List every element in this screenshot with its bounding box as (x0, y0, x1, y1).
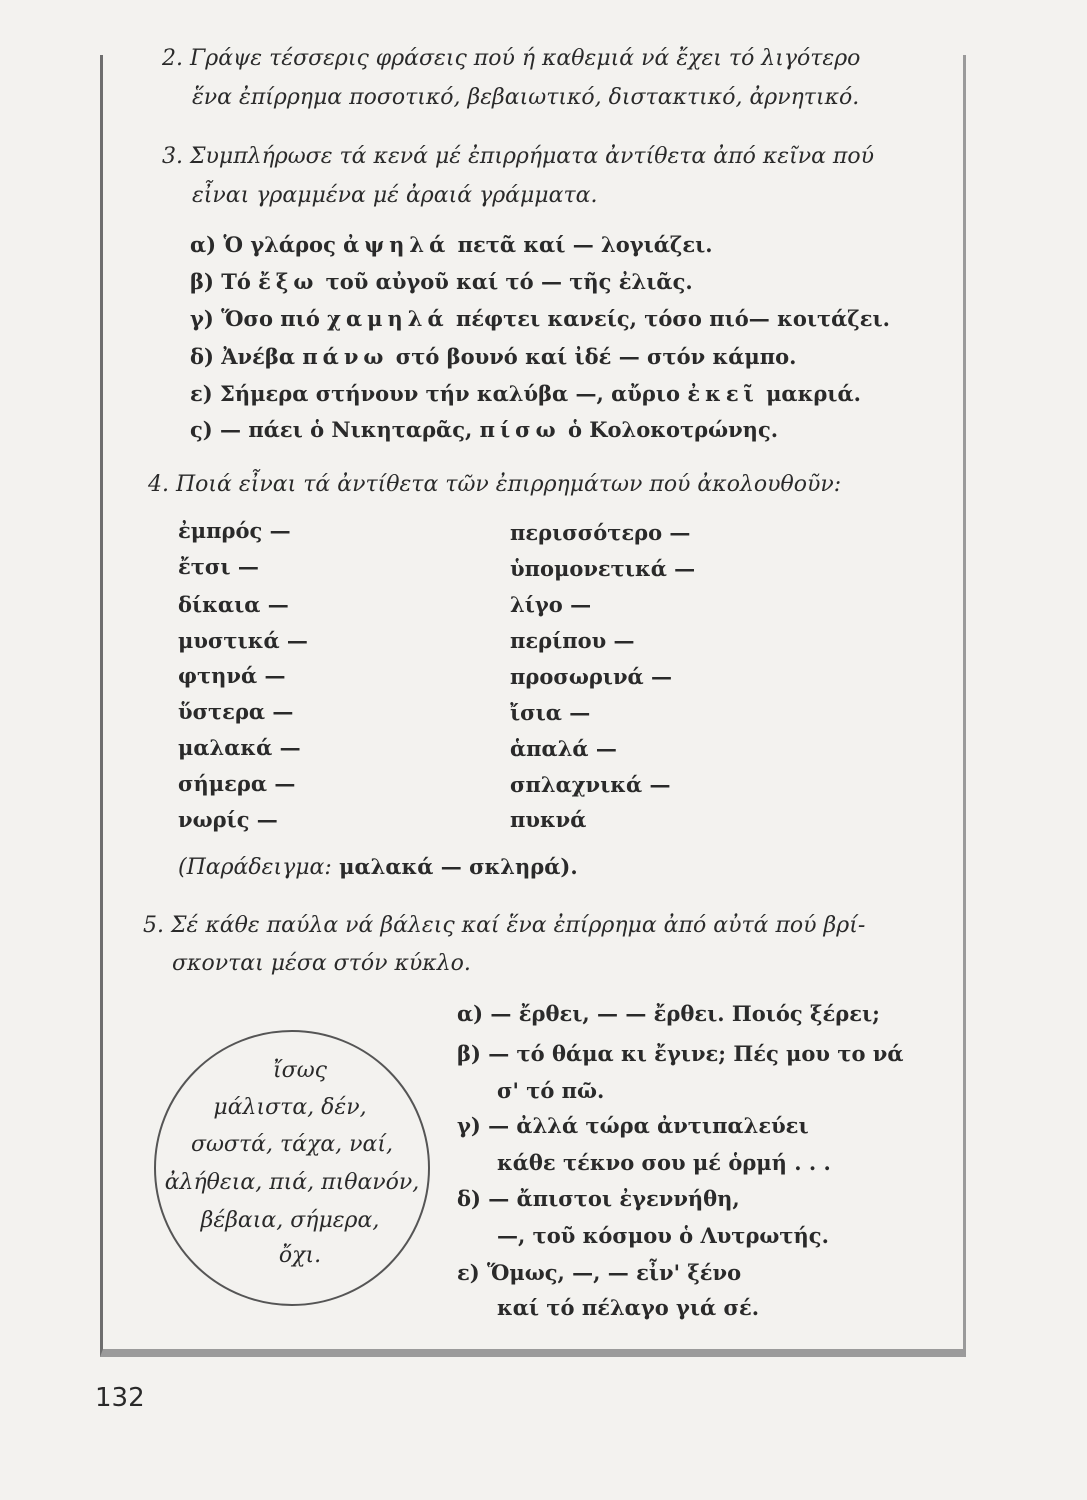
exercise-4-prompt: 4. Ποιά εἶναι τά ἀντίθετα τῶν ἐπιρρημάτων πού ἀκολουθοῦν: (148, 472, 842, 497)
exercise-4-example: (Παράδειγμα: μαλακά — σκληρά). (178, 854, 578, 880)
circle-word-line-5: βέβαια, σήμερα, (200, 1208, 380, 1233)
antonym-left-6: ὕστερα — (178, 699, 294, 724)
exercise-3-item-d: δ) Ἀνέβα πάνω στό βουνό καί ἰδέ — στόν κάμπο. (190, 344, 797, 369)
circle-word-line-1: ἴσως (273, 1058, 327, 1083)
antonym-right-6: ἴσια — (510, 700, 591, 725)
exercise-5-line-e-cont: καί τό πέλαγο γιά σέ. (497, 1295, 760, 1320)
exercise-5-line-c: γ) — ἀλλά τώρα ἀντιπαλεύει (457, 1113, 809, 1138)
page-number: 132 (95, 1383, 145, 1413)
circle-word-line-2: μάλιστα, δέν, (213, 1095, 367, 1120)
exercise-3-item-f: ς) — πάει ὁ Νικηταρᾶς, πίσω ὁ Κολοκοτρώνης. (190, 417, 779, 442)
exercise-3-item-e: ε) Σήμερα στήνουν τήν καλύβα —, αὔριο ἐκεῖ μακριά. (190, 381, 861, 406)
exercise-3-item-a: α) Ὁ γλάρος ἀψηλά πετᾶ καί — λογιάζει. (190, 232, 713, 257)
antonym-left-9: νωρίς — (178, 807, 278, 832)
antonym-right-1: περισσότερο — (510, 520, 691, 545)
antonym-right-9: πυκνά (510, 807, 587, 832)
antonym-left-3: δίκαια — (178, 592, 289, 617)
antonym-left-1: ἐμπρός — (178, 518, 291, 543)
exercise-5-line-c-cont: κάθε τέκνο σου μέ ὁρμή . . . (497, 1150, 831, 1175)
exercise-2-line-1: 2. Γράψε τέσσερις φράσεις πού ή καθεμιά νά ἔχει τό λιγότερο (162, 46, 861, 71)
exercise-5-line-b-cont: σ' τό πῶ. (497, 1078, 605, 1103)
circle-word-line-3: σωστά, τάχα, ναί, (190, 1132, 394, 1157)
antonym-right-8: σπλαχνικά — (510, 772, 671, 797)
exercise-3-item-b: β) Τό ἔξω τοῦ αὐγοῦ καί τό — τῆς ἐλιᾶς. (190, 269, 693, 294)
exercise-3-item-c: γ) Ὅσο πιό χαμηλά πέφτει κανείς, τόσο πιό— κοιτάζει. (190, 306, 890, 331)
exercise-5-line-1: 5. Σέ κάθε παύλα νά βάλεις καί ἕνα ἐπίρρημα ἀπό αὐτά πού βρί- (143, 913, 866, 938)
antonym-right-2: ὑπομονετικά — (510, 556, 696, 581)
antonym-left-8: σήμερα — (178, 771, 296, 796)
antonym-right-5: προσωρινά — (510, 664, 672, 689)
antonym-right-3: λίγο — (510, 592, 592, 617)
antonym-left-4: μυστικά — (178, 628, 308, 653)
exercise-5-line-d-cont: —, τοῦ κόσμου ὁ Λυτρωτής. (497, 1223, 829, 1248)
antonym-left-5: φτηνά — (178, 663, 286, 688)
circle-word-line-4: ἀλήθεια, πιά, πιθανόν, (164, 1170, 420, 1195)
exercise-5-line-b: β) — τό θάμα κι ἔγινε; Πές μου το νά (457, 1041, 904, 1066)
exercise-5-line-e: ε) Ὅμως, —, — εἶν' ξένο (457, 1260, 742, 1285)
antonym-left-2: ἔτσι — (178, 554, 259, 579)
exercise-3-line-2: εἶναι γραμμένα μέ ἀραιά γράμματα. (192, 183, 598, 208)
exercise-3-line-1: 3. Συμπλήρωσε τά κενά μέ ἐπιρρήματα ἀντίθετα ἀπό κεῖνα πού (162, 144, 874, 169)
exercise-5-line-2: σκονται μέσα στόν κύκλο. (172, 951, 471, 976)
exercise-5-line-a: α) — ἔρθει, — — ἔρθει. Ποιός ξέρει; (457, 1001, 880, 1026)
exercise-2-line-2: ἕνα ἐπίρρημα ποσοτικό, βεβαιωτικό, διστακτικό, ἀρνητικό. (192, 85, 860, 110)
antonym-right-7: ἁπαλά — (510, 736, 617, 761)
circle-word-line-6: ὄχι. (278, 1243, 322, 1268)
exercise-5-line-d: δ) — ἄπιστοι ἐγεννήθη, (457, 1186, 740, 1211)
antonym-right-4: περίπου — (510, 628, 635, 653)
antonym-left-7: μαλακά — (178, 735, 301, 760)
